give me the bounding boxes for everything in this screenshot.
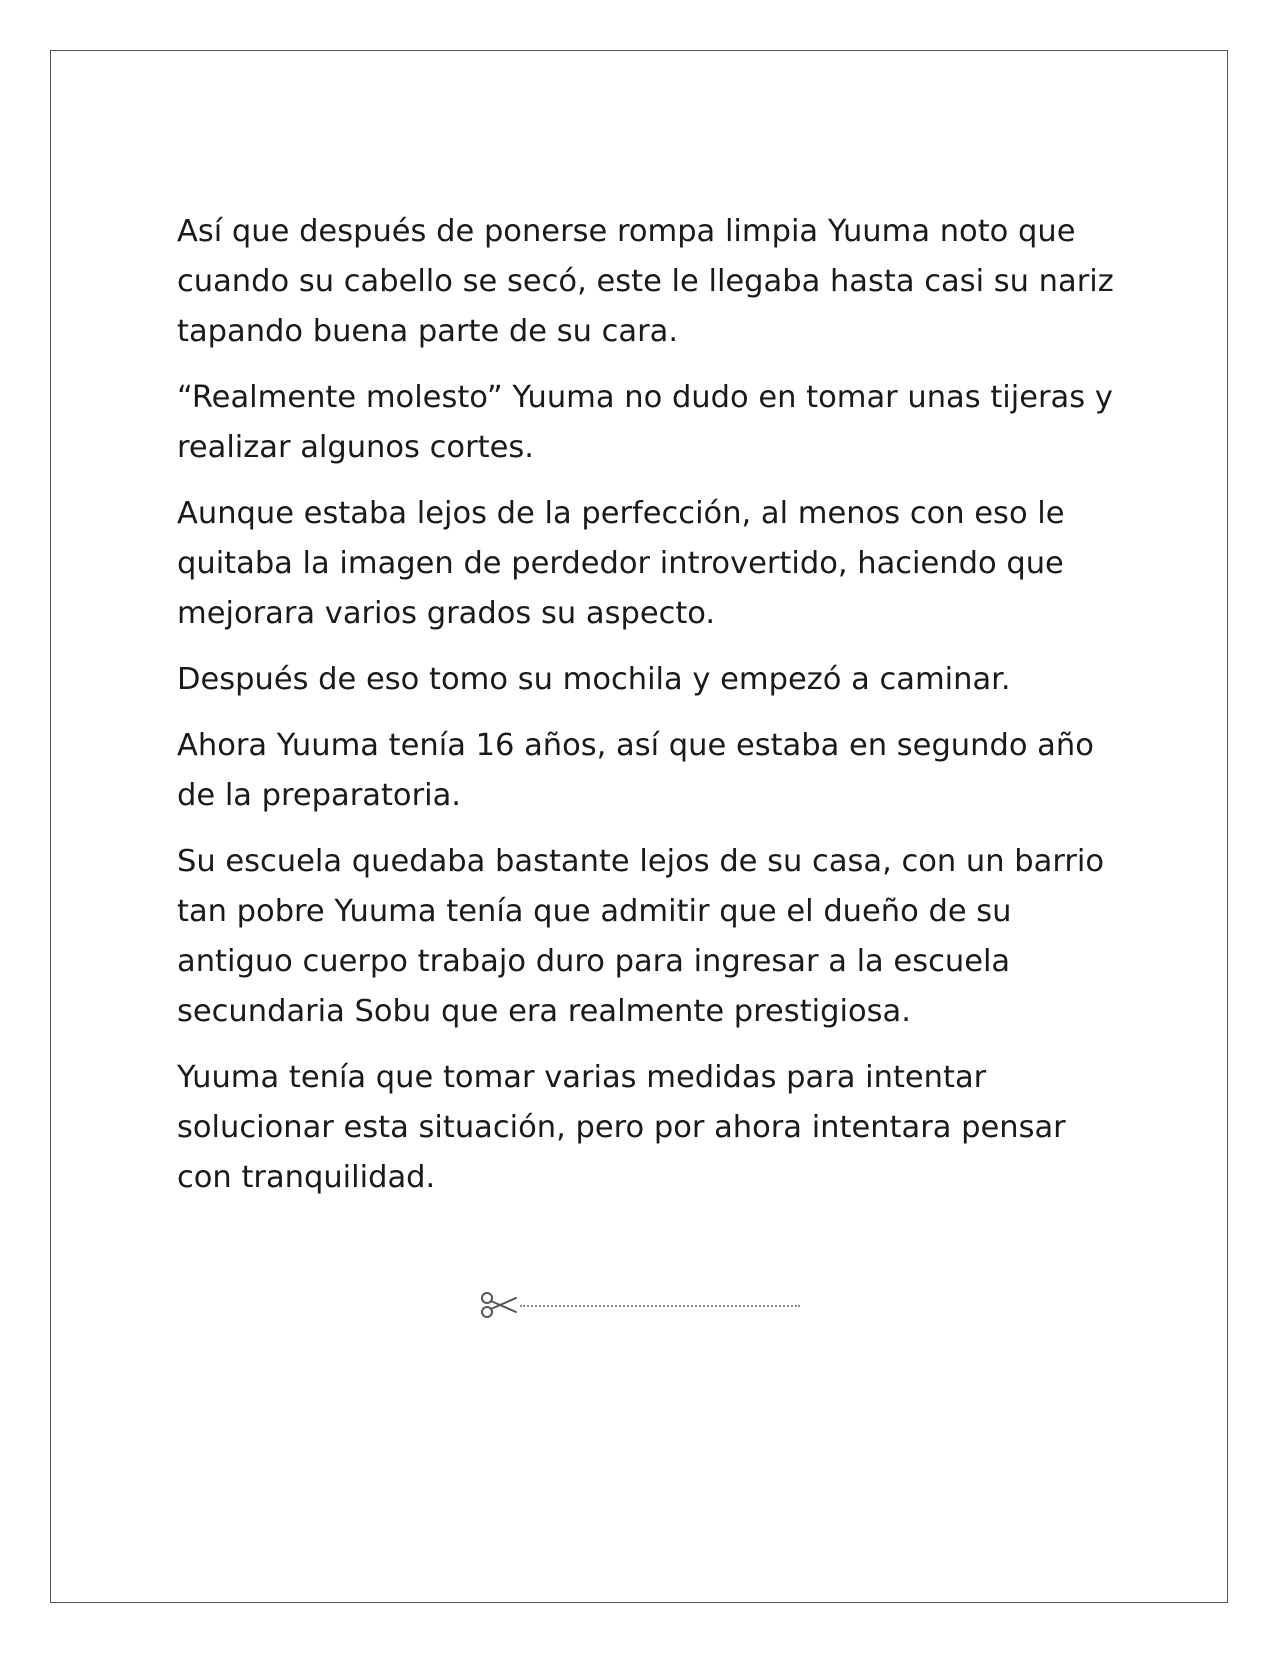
- paragraph-2: “Realmente molesto” Yuuma no dudo en tomar unas tijeras y realizar algunos cortes.: [177, 380, 1113, 465]
- scissors-icon: [480, 1290, 518, 1320]
- paragraph-1: Así que después de ponerse rompa limpia Yuuma noto que cuando su cabello se secó, este le llegaba hasta casi su nariz tapando buena parte de su cara.: [177, 214, 1114, 349]
- paragraph-7: Yuuma tenía que tomar varias medidas para intentar solucionar esta situación, pero por ahora intentara pensar con tranquilidad.: [177, 1060, 1066, 1195]
- paragraph-3: Aunque estaba lejos de la perfección, al menos con eso le quitaba la imagen de perdedor introvertido, haciendo que mejorara varios grados su aspecto.: [177, 496, 1065, 631]
- page-content: [177, 207, 1117, 1219]
- paragraph-6: Su escuela quedaba bastante lejos de su casa, con un barrio tan pobre Yuuma tenía que admitir que el dueño de su antiguo cuerpo trabajo duro para ingresar a la escuela secundaria Sobu que era realmente prestigiosa.: [177, 844, 1105, 1029]
- paragraph-4: Después de eso tomo su mochila y empezó a caminar.: [177, 662, 1011, 697]
- dotted-cut-line: [520, 1305, 800, 1307]
- scene-break: [480, 1290, 800, 1320]
- paragraph-5: Ahora Yuuma tenía 16 años, así que estaba en segundo año de la preparatoria.: [177, 728, 1094, 813]
